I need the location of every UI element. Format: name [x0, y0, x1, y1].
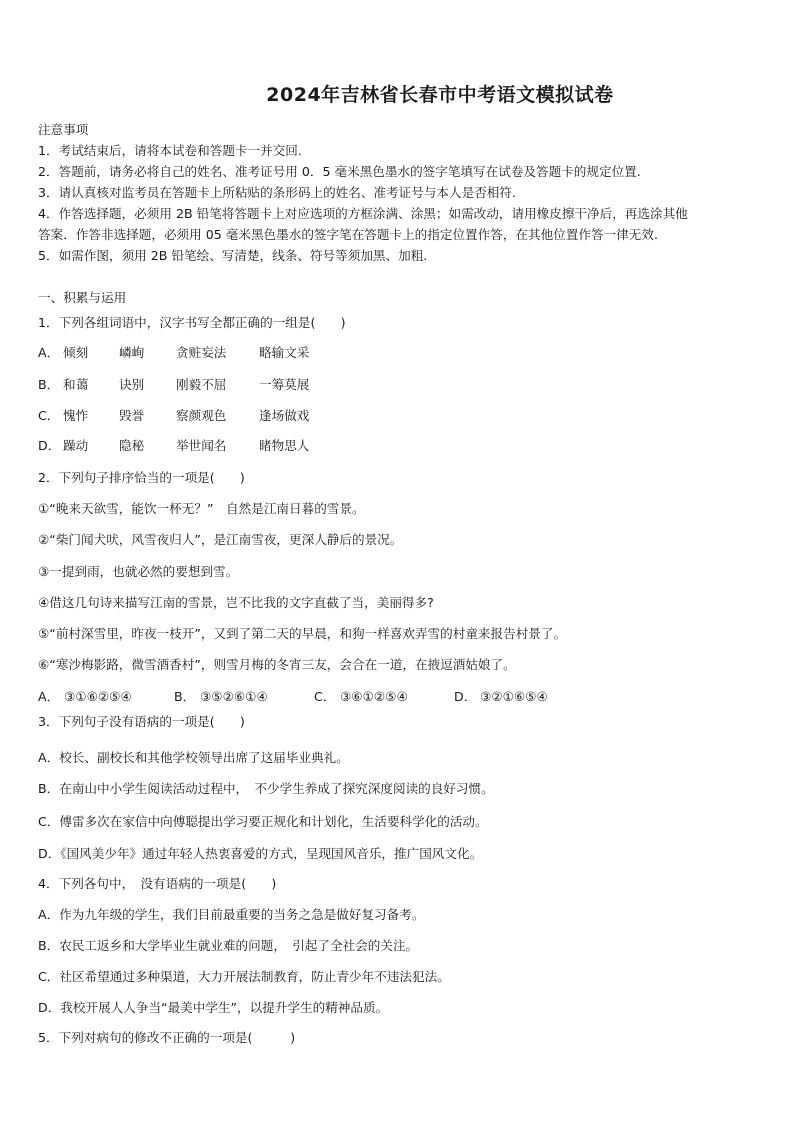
notice-heading: 注意事项: [38, 122, 89, 137]
notice-item: 1．考试结束后，请将本试卷和答题卡一并交回.: [38, 143, 302, 158]
question-3-option-b: B．在南山中小学生阅读活动过程中， 不少学生养成了探究深度阅读的良好习惯。: [38, 781, 494, 796]
notice-item: 2．答题前，请务必将自己的姓名、准考证号用 0．5 毫米黑色墨水的签字笔填写在试卷及答题卡的规定位置.: [38, 164, 641, 179]
question-3-stem: 3．下列句子没有语病的一项是( ): [38, 714, 245, 729]
question-4-stem: 4．下列各句中， 没有语病的一项是( ): [38, 876, 277, 891]
notice-item: 答案．作答非选择题，必须用 05 毫米黑色墨水的签字笔在答题卡上的指定位置作答，在其他位置作答一律无效.: [38, 227, 658, 242]
sentence: ⑥“寒沙梅影路，微雪酒香村”，则雪月梅的冬宵三友，会合在一道，在掖逗酒姑娘了。: [38, 657, 516, 672]
page-title: 2024年吉林省长春市中考语文模拟试卷: [266, 84, 614, 106]
sentence: ①“晚来天欲雪，能饮一杯无？” 自然是江南日暮的雪景。: [38, 501, 365, 516]
question-5-stem: 5．下列对病句的修改不正确的一项是( ): [38, 1030, 296, 1045]
sentence: ③一提到雨，也就必然的要想到雪。: [38, 564, 239, 579]
question-1-stem: 1．下列各组词语中，汉字书写全都正确的一组是( ): [38, 315, 346, 330]
sentence: ④借这几句诗来描写江南的雪景，岂不比我的文字直截了当，美丽得多?: [38, 595, 434, 610]
notice-item: 4．作答选择题，必须用 2B 铅笔将答题卡上对应选项的方框涂满、涂黑；如需改动，请用橡皮擦干净后，再选涂其他: [38, 206, 688, 221]
notice-item: 5．如需作图，须用 2B 铅笔绘、写清楚，线条、符号等须加黑、加粗.: [38, 248, 428, 263]
exam-page: 2024年吉林省长春市中考语文模拟试卷 注意事项 1．考试结束后，请将本试卷和答题卡一并交回. 2．答题前，请务必将自己的姓名、准考证号用 0．5 毫米黑色墨水的签字笔填写在试卷及答题卡的规定位置. 3．请认真核对监考员在答题卡上所粘贴的条形码上的姓名、准考证号与本人是否相符. 4．作答选择题，必须用 2B 铅笔将答题卡上对应选项的方框涂满、涂黑；如需改动，请用橡皮擦干净后，再选涂其他 答案．作答非选择题，必须用 05 毫米黑色墨水的签字笔在答题卡上的指定位置作答，在其他位置作答一律无效. 5．如需作图，须用 2B 铅笔绘、写清楚，线条、符号等须加黑、加粗. 一、积累与运用 1．下列各组词语中，汉字书写全都正确的一组是( ) A． 倾刻 嶙峋 贪赃妄法 略输文采 B． 和蔼 诀别 刚毅不屈 一筹莫展 C． 愧怍 毁誉 察颜观色 逢场做戏 D． 躁动 隐秘 举世闻名 睹物思人 2．下列句子排序恰当的一项是( ) ①“晚来天欲雪，能饮一杯无？” 自然是江南日暮的雪景。 ②“柴门闻犬吠，风雪夜归人”，是江南雪夜，更深人静后的景况。 ③一提到雨，也就必然的要想到雪。 ④借这几句诗来描写江南的雪景，岂不比我的文字直截了当，美丽得多? ⑤“前村深雪里，昨夜一枝开”，又到了第二天的早晨，和狗一样喜欢弄雪的村童来报告村景了。 ⑥“寒沙梅影路，微雪酒香村”，则雪月梅的冬宵三友，会合在一道，在掖逗酒姑娘了。 A． ③①⑥②⑤④ B． ③⑤②⑥①④ C． ③⑥①②⑤④ D． ③②①⑥⑤④ 3．下列句子没有语病的一项是( ) A．校长、副校长和其他学校领导出席了这届毕业典礼。 B．在南山中小学生阅读活动过程中， 不少学生养成了探究深度阅读的良好习惯。 C．傅雷多次在家信中向傅聪提出学习要正规化和计划化，生活要科学化的活动。 D．《国风美少年》通过年轻人热衷喜爱的方式，呈现国风音乐，推广国风文化。 4．下列各句中， 没有语病的一项是( ) A．作为九年级的学生，我们目前最重要的当务之急是做好复习备考。 B．农民工返乡和大学毕业生就业难的问题， 引起了全社会的关注。 C．社区希望通过多种渠道，大力开展法制教育，防止青少年不违法犯法。 D．我校开展人人争当“最美中学生”，以提升学生的精神品质。 5．下列对病句的修改不正确的一项是( ): [0, 0, 794, 1123]
question-4-option-b: B．农民工返乡和大学毕业生就业难的问题， 引起了全社会的关注。: [38, 938, 419, 953]
sentence: ②“柴门闻犬吠，风雪夜归人”，是江南雪夜，更深人静后的景况。: [38, 532, 403, 547]
question-4-option-d: D．我校开展人人争当“最美中学生”，以提升学生的精神品质。: [38, 1000, 389, 1015]
sentence: ⑤“前村深雪里，昨夜一枝开”，又到了第二天的早晨，和狗一样喜欢弄雪的村童来报告村景了。: [38, 626, 567, 641]
section-heading: 一、积累与运用: [38, 290, 127, 305]
question-4-option-a: A．作为九年级的学生，我们目前最重要的当务之急是做好复习备考。: [38, 907, 425, 922]
question-4-option-c: C．社区希望通过多种渠道，大力开展法制教育，防止青少年不违法犯法。: [38, 969, 450, 984]
question-2-stem: 2．下列句子排序恰当的一项是( ): [38, 470, 245, 485]
question-3-option-c: C．傅雷多次在家信中向傅聪提出学习要正规化和计划化，生活要科学化的活动。: [38, 814, 488, 829]
question-3-option-d: D．《国风美少年》通过年轻人热衷喜爱的方式，呈现国风音乐，推广国风文化。: [38, 846, 483, 861]
question-3-option-a: A．校长、副校长和其他学校领导出席了这届毕业典礼。: [38, 750, 349, 765]
notice-item: 3．请认真核对监考员在答题卡上所粘贴的条形码上的姓名、准考证号与本人是否相符.: [38, 185, 516, 200]
